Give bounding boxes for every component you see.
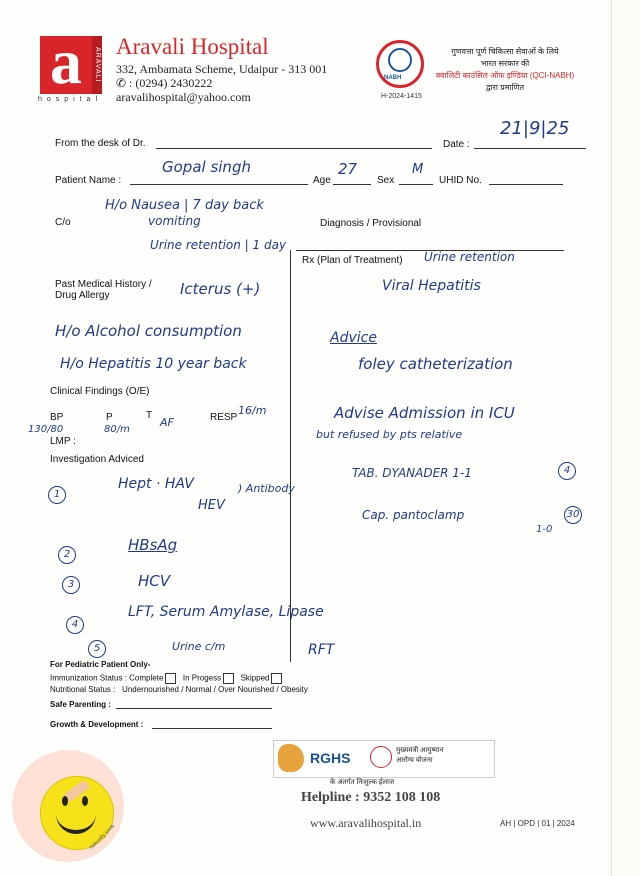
inv-5-num-text: 5 (88, 640, 106, 658)
nabh-seal-inner (388, 48, 412, 72)
lmp-label: LMP : (50, 436, 76, 447)
inv-1-a: Hept · HAV (118, 476, 194, 492)
cap-num-text: 30 (564, 506, 582, 524)
hindi-line-1: गुणवत्ता पूर्ण चिकित्सा सेवाओं के लिये (451, 47, 559, 56)
inv-2: HBsAg (128, 536, 178, 554)
pmh-left: Icterus (+) (180, 280, 261, 298)
hindi-line-4: द्वारा प्रमाणित (485, 83, 525, 92)
hospital-name: Aravali Hospital (116, 34, 269, 59)
patient-name-line[interactable] (130, 184, 308, 185)
uhid-label: UHID No. (439, 175, 482, 186)
nutritional-label: Nutritional Status : (50, 685, 116, 694)
safe-parenting-label: Safe Parenting : (50, 700, 111, 709)
inv-1-number (48, 482, 66, 504)
helpline: Helpline : 9352 108 108 (301, 790, 441, 805)
inv-5-number (88, 636, 106, 658)
t-label: T (146, 410, 153, 421)
immunization-complete-checkbox[interactable] (165, 673, 176, 684)
logo-vertical-text: ARAVALI (92, 36, 102, 94)
doctor-line[interactable] (156, 148, 432, 149)
inv-4-number (66, 612, 84, 634)
bp-label: BP (50, 412, 64, 423)
nabh-hindi-text (430, 46, 580, 94)
tab-prescription: TAB. DYANADER 1-1 (352, 466, 472, 480)
age-label: Age (313, 175, 331, 186)
rx-label: Rx (Plan of Treatment) (302, 255, 403, 266)
diagnosis-label: Diagnosis / Provisional (320, 218, 422, 229)
logo-sub-text: hospital (38, 96, 103, 103)
inv-1-b: HEV (198, 498, 225, 513)
p-value: 80/m (104, 424, 130, 435)
resp-label: RESP (210, 412, 238, 423)
hindi-line-3: क्वालिटी काउंसिल ऑफ इण्डिया (QCI-NABH) (435, 71, 575, 80)
hepatitis-history: H/o Hepatitis 10 year back (60, 356, 247, 372)
rghs-hindi (396, 746, 443, 766)
growth-line[interactable] (152, 728, 272, 729)
uhid-line[interactable] (489, 184, 563, 185)
immunization-progress-checkbox[interactable] (223, 673, 234, 684)
date-value: 21|9|25 (500, 118, 570, 139)
immunization-complete-label: Complete (129, 673, 164, 683)
nabh-code: H-2024-1415 (381, 93, 422, 100)
inv-5: Urine c/m (172, 640, 226, 653)
pmh-label (55, 279, 152, 301)
immunization-row (50, 673, 284, 684)
inv-2-num-text: 2 (58, 546, 76, 564)
email-line: aravalihospital@yahoo.com (116, 90, 251, 104)
p-label: P (106, 412, 113, 423)
co-label: C/o (55, 217, 71, 228)
patient-name-value: Gopal singh (162, 158, 251, 176)
resp-value: 16/m (238, 404, 267, 417)
pmh-label-line-1: Past Medical History / (55, 279, 152, 290)
form-code: AH | OPD | 01 | 2024 (500, 819, 575, 828)
sex-value: M (412, 162, 424, 177)
advise-line: Advise Admission in ICU (334, 404, 515, 422)
safe-parenting-line[interactable] (116, 708, 272, 709)
inv-3: HCV (138, 572, 171, 590)
tab-number (558, 458, 576, 480)
inv-2-number (58, 542, 76, 564)
bp-value: 130/80 (28, 424, 64, 435)
co-line-1: H/o Nausea | 7 day back (105, 198, 264, 213)
cap-number (564, 502, 582, 524)
logo-letter: a (50, 26, 82, 97)
smiley-caption: Naturally smile (88, 823, 117, 851)
cap-prescription: Cap. pantoclamp (362, 508, 465, 522)
hospital-address (116, 62, 327, 104)
inv-4: LFT, Serum Amylase, Lipase (128, 604, 324, 620)
sex-label: Sex (377, 175, 395, 186)
website: www.aravalihospital.in (310, 816, 422, 830)
immunization-progress-label: In Progess (182, 673, 222, 683)
growth-label: Growth & Development : (50, 720, 144, 729)
t-value: AF (160, 416, 174, 429)
rghs-label: RGHS (310, 750, 351, 766)
address-line: 332, Ambamata Scheme, Udaipur - 313 001 (116, 62, 328, 76)
rx-divider-vertical (290, 250, 291, 662)
rajasthan-map-icon (278, 744, 304, 772)
rghs-subtext: के अंतर्गत निःशुल्क ईलाज (330, 779, 395, 786)
inv-3-number (62, 572, 80, 594)
inv-3-num-text: 3 (62, 576, 80, 594)
pmh-label-line-2: Drug Allergy (55, 290, 110, 301)
from-desk-label: From the desk of Dr. (55, 138, 146, 149)
age-line[interactable] (333, 184, 371, 185)
age-value: 27 (338, 160, 358, 178)
date-label: Date : (443, 139, 470, 150)
smiley-right-eye (82, 796, 88, 806)
date-line[interactable] (474, 148, 586, 149)
rghs-emblem-icon (370, 746, 392, 768)
sex-line[interactable] (399, 184, 433, 185)
alcohol-history: H/o Alcohol consumption (55, 322, 242, 340)
pmh-right: Viral Hepatitis (382, 278, 481, 294)
tab-num-text: 4 (558, 462, 576, 480)
advice-heading: Advice (330, 330, 377, 346)
pediatric-label: For Pediatric Patient Only- (50, 660, 151, 669)
rghs-hindi-2: आरोग्य योजना (396, 757, 433, 764)
cap-dose: 1-0 (536, 524, 553, 535)
nutritional-options: Undernourished / Normal / Over Nourished / Obesity (122, 685, 308, 694)
phone-line: ✆ : (0294) 2430222 (116, 76, 213, 90)
immunization-skipped-checkbox[interactable] (271, 673, 282, 684)
refused-line: but refused by pts relative (316, 428, 463, 441)
inv-1-c: ) Antibody (238, 482, 295, 495)
hindi-line-2: भारत सरकार की (480, 59, 530, 68)
inv-4-num-text: 4 (66, 616, 84, 634)
nabh-label: NABH (384, 75, 402, 81)
immunization-skipped-label: Skipped (240, 673, 270, 683)
immunization-label: Immunization Status : (50, 673, 127, 683)
patient-name-label: Patient Name : (55, 175, 122, 186)
inv-1-num-text: 1 (48, 486, 66, 504)
foley-advice: foley catheterization (358, 355, 513, 373)
rghs-hindi-1: मुख्यमंत्री आयुष्मान (396, 747, 444, 754)
clinical-label: Clinical Findings (O/E) (50, 386, 150, 397)
rx-right-1: Urine retention (424, 250, 515, 264)
inv-5-b: RFT (308, 642, 335, 658)
co-line-3: Urine retention | 1 day (150, 238, 287, 252)
investigation-label: Investigation Adviced (50, 454, 144, 465)
co-line-2: vomiting (148, 214, 201, 228)
nutritional-row (50, 685, 308, 694)
smiley-left-eye (62, 796, 68, 806)
